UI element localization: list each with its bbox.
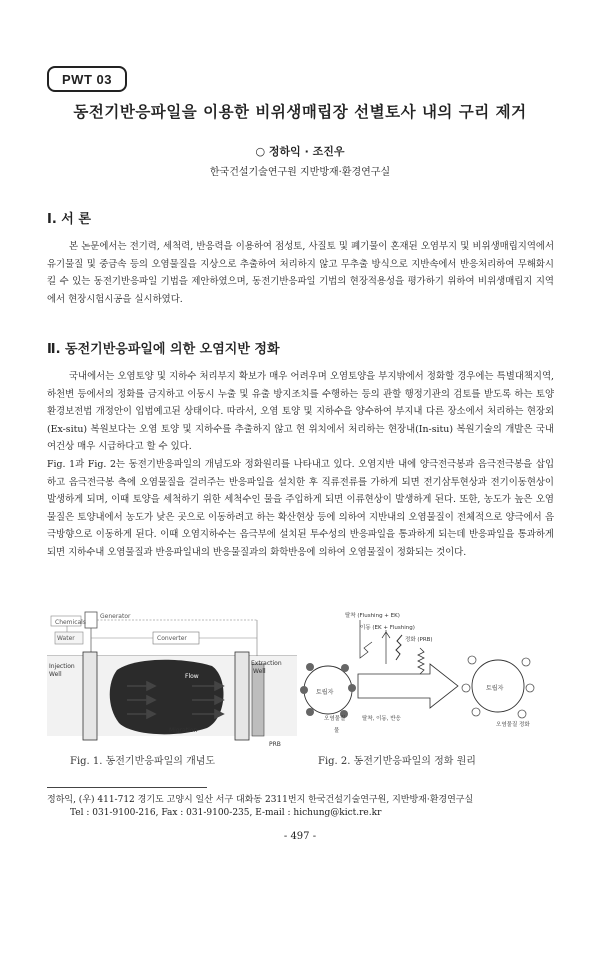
footnote-line-2: Tel : 031-9100-216, Fax : 031-9100-235, E-mail : hichung@kict.re.kr — [70, 808, 382, 818]
section1-body — [47, 238, 554, 308]
footnote-line-1: 정하익, (우) 411-712 경기도 고양시 일산 서구 대화동 2311번지 한국건설기술연구원, 지반방재·환경연구실 — [47, 795, 474, 805]
fig1-generator-label: Generator — [100, 613, 131, 620]
figure-1-caption: Fig. 1. 동전기반응파일의 개념도 — [70, 756, 216, 767]
extraction-well — [235, 652, 249, 740]
page-number: - 497 - — [283, 831, 317, 842]
figure-2-diagram — [300, 608, 552, 750]
section1-heading: Ⅰ. 서 론 — [47, 212, 91, 227]
section2-paragraph-2: Fig. 1과 Fig. 2는 동전기반응파일의 개념도와 정화원리를 나타내고 있다. 오염지반 내에 양극전극봉과 음극전극봉을 삽입하고 음극전극봉 측에 오염물질을 걸러주는 반응파일을 설치한 후 직류전류를 가하게 되면 전기삼투현상과 전기이동현상이 발생하게 되며, 이때 토양을 세척하기 위한 세척수인 물을 주입하게 되면 이류현상이 발생하게 된다. 또한, 농도가 높은 오염물질은 토양내에서 농도가 낮은 곳으로 이동하려고 하는 확산현상 등에 의하여 지반내의 오염물질이 전체적으로 양극에서 음극방향으로 이동하게 된다. 이때 오염지하수는 음극부에 설치된 투수성의 반응파일을 통과하게 되는데 반응파일을 통과하게 되면 지하수내 오염물질과 반응파일내의 반응물질과의 화학반응에 의하여 오염물질이 정화되는 것이다. — [47, 458, 554, 558]
session-tag: PWT 03 — [47, 66, 127, 92]
fig1-converter-label: Converter — [157, 635, 187, 642]
footnote-rule — [47, 787, 207, 788]
section1-paragraph: 본 논문에서는 전기력, 세척력, 반응력을 이용하여 점성토, 사질토 및 폐기물이 혼재된 오염부지 및 비위생매립지역에서 유기물질 및 중금속 등의 오염물질을 지상으로 추출하여 처리하지 않고 무추출 방식으로 지반속에서 반응처리하여 무해화시킬 수 있는 동전기반응파일 기법을 제안하였으며, 동전기반응파일 기법의 현장적용성을 평가하기 위하여 비위생매립지 지역에서 현장시험시공을 실시하였다. — [47, 241, 554, 305]
fig2-left-circle-label: 토립자 — [316, 689, 334, 696]
fig1-extraction-label: Extraction — [251, 660, 282, 667]
zigzag-arrow — [396, 635, 402, 660]
fig2-top2-label: 이동 (EK + Flushing) — [360, 625, 415, 631]
prb-spring — [418, 648, 424, 674]
fig1-well-label: Well — [49, 671, 62, 678]
figure-2-caption: Fig. 2. 동전기반응파일의 정화 원리 — [318, 756, 476, 767]
fig2-water-label: 물 — [334, 728, 340, 734]
section2-body — [47, 368, 554, 562]
figure-1-diagram — [47, 608, 297, 750]
fig1-water-label: Water — [57, 635, 75, 642]
fig2-right-circle-label: 토립자 — [486, 685, 504, 692]
fig1-chemicals-label: Chemicals — [55, 619, 86, 626]
fig1-flow-label: Flow — [185, 673, 199, 680]
fig2-contaminant-label: 오염물질 — [324, 716, 346, 722]
fig2-purified-label: 오염물질 정화 — [496, 722, 530, 728]
process-arrow — [358, 664, 458, 708]
fig2-top3-label: 정화 (PRB) — [405, 637, 433, 643]
fig2-bottom-process-label: 탈착, 이동, 반응 — [362, 716, 401, 722]
fig1-extraction-well-label: Well — [253, 668, 266, 675]
fig1-injection-label: Injection — [49, 663, 75, 670]
injection-well — [83, 652, 97, 740]
affiliation: 한국건설기술연구원 지반방재·환경연구실 — [209, 167, 391, 178]
section2-heading: Ⅱ. 동전기반응파일에 의한 오염지반 정화 — [47, 342, 280, 357]
fig1-migration-label: Migration — [169, 727, 198, 734]
fig2-top1-label: 탈착 (Flushing + EK) — [345, 613, 400, 619]
generator-box — [85, 612, 97, 628]
authors: ○ 정하익 · 조진우 — [255, 145, 345, 158]
ek-arrow — [382, 630, 390, 664]
fig1-prb-label: PRB — [269, 741, 281, 748]
paper-title: 동전기반응파일을 이용한 비위생매립장 선별토사 내의 구리 제거 — [73, 103, 527, 121]
section2-paragraph-1: 국내에서는 오염토양 및 지하수 처리부지 확보가 매우 어려우며 오염토양을 부지밖에서 정화할 경우에는 특별대책지역, 하천변 등에서의 정화를 금지하고 이동시 누출 및 유출 방지조치를 수행하는 등의 관할 행정기관의 검토를 받도록 하는 토양환경보전법 개정안이 입법예고된 상태이다. 따라서, 오염 토양 및 지하수을 양수하여 부지내 다른 장소에서 처리하는 현장외(Ex-situ) 복원보다는 오염 토양 및 지하수를 추출하지 않고 현 위치에서 처리하는 현장내(In-situ) 복원기술의 개발은 국내 여건상 매우 시급하다고 할 수 있다. — [47, 371, 554, 453]
contaminant-plume — [110, 660, 224, 735]
